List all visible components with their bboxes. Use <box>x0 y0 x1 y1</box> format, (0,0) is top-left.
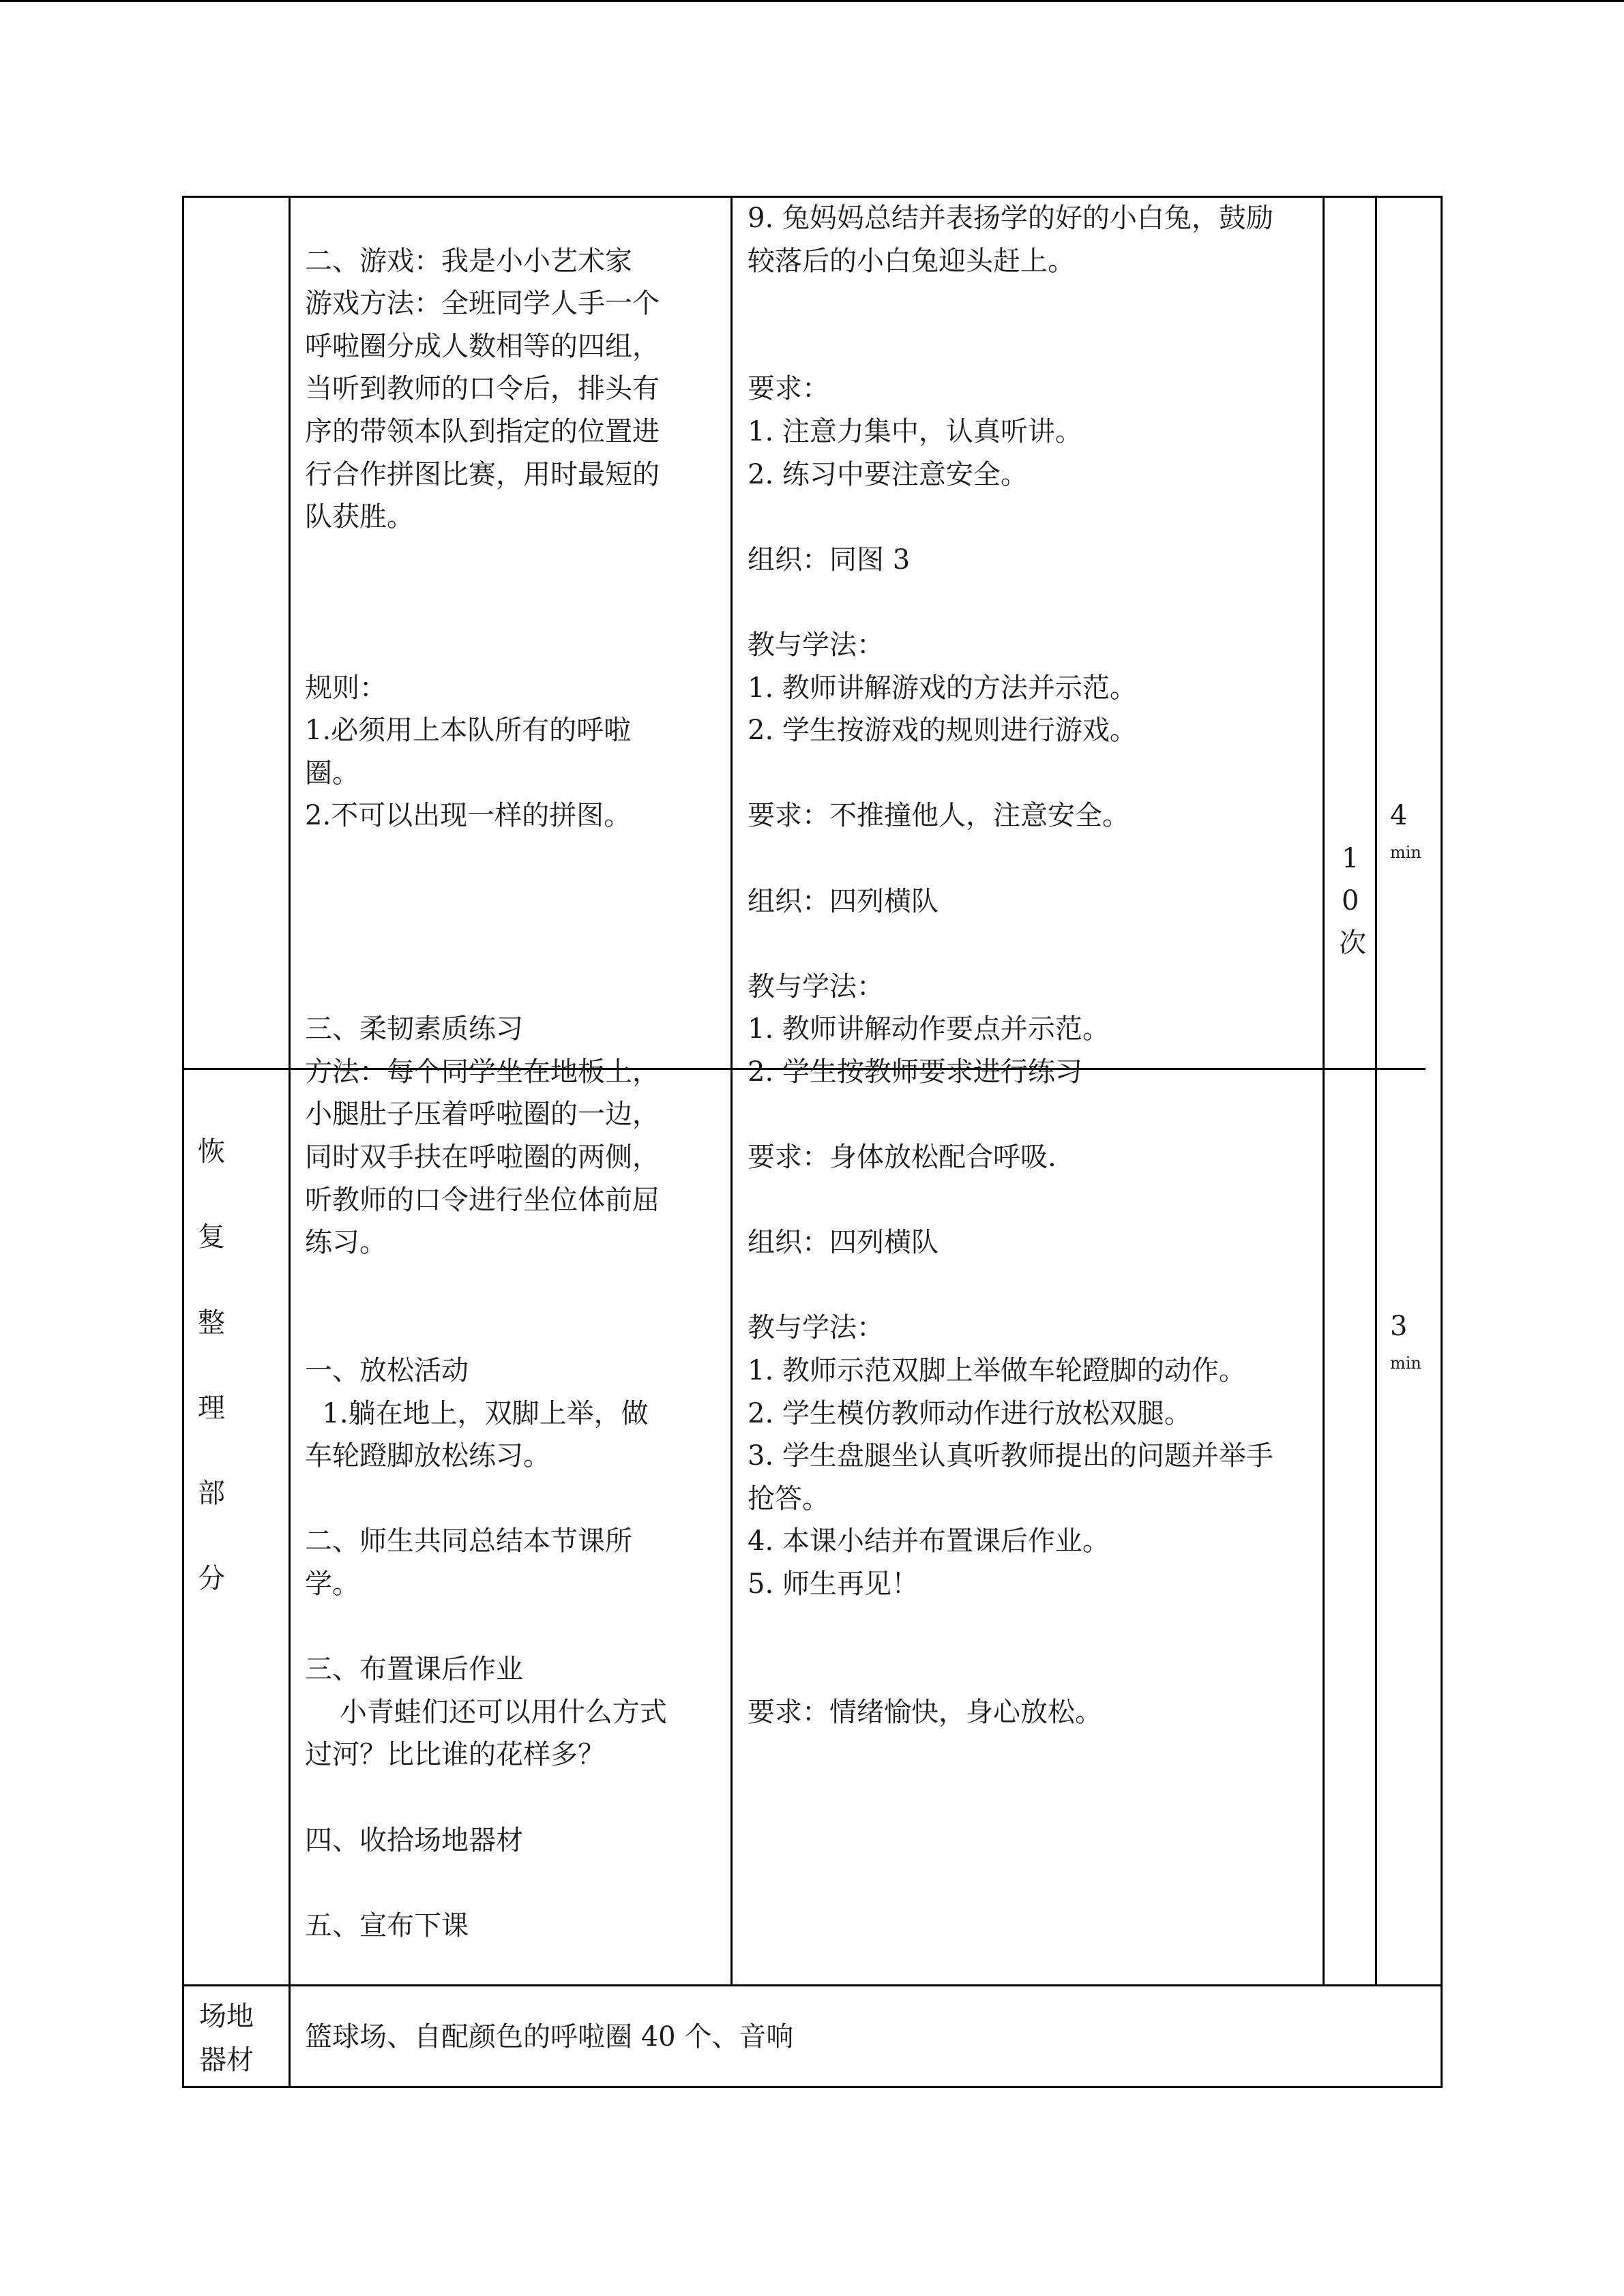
method-line: 组织：四列横队 <box>748 1227 939 1259</box>
method-line: 教与学法： <box>748 970 884 1002</box>
method-line: 5. 师生再见！ <box>748 1568 919 1600</box>
content-line: 方法：每个同学坐在地板上， <box>305 1056 660 1088</box>
content-line: 小青蛙们还可以用什么方式 <box>305 1696 667 1728</box>
label-column-divider <box>289 196 291 2088</box>
method-line: 组织：四列横队 <box>748 885 939 917</box>
content-line <box>305 1478 667 1521</box>
content-line: 练习。 <box>305 1227 387 1259</box>
method-line: 组织：同图 3 <box>748 543 911 576</box>
method-line: 1. 教师讲解游戏的方法并示范。 <box>748 672 1137 704</box>
content-column-divider <box>730 196 733 1986</box>
count-char: 0 <box>1342 885 1359 916</box>
method-line: 1. 注意力集中，认真听讲。 <box>748 415 1082 447</box>
content-line <box>305 966 667 1009</box>
count-char: 次 <box>1339 927 1366 959</box>
content-line: 三、柔韧素质练习 <box>305 1013 523 1045</box>
page-top-border <box>0 0 1624 2</box>
method-line: 1. 教师讲解动作要点并示范。 <box>748 1013 1110 1045</box>
content-line <box>305 1776 667 1819</box>
method-line: 2. 练习中要注意安全。 <box>748 458 1028 490</box>
content-line <box>305 581 667 624</box>
method-line <box>748 1093 1273 1136</box>
content-line <box>305 539 667 582</box>
section-label-char: 整 <box>198 1307 225 1339</box>
time-unit: min <box>1390 843 1421 862</box>
content-line <box>305 624 667 667</box>
table-left-border <box>182 196 184 2088</box>
content-line: 1.躺在地上，双脚上举，做 <box>305 1397 649 1429</box>
content-column <box>305 197 667 1947</box>
table-right-border <box>1441 196 1443 2088</box>
method-line <box>748 1606 1273 1649</box>
method-line <box>748 496 1273 539</box>
content-line: 四、收拾场地器材 <box>305 1824 523 1856</box>
method-line <box>748 282 1273 325</box>
method-line: 较落后的小白兔迎头赶上。 <box>748 245 1075 277</box>
method-line: 要求：情绪愉快，身心放松。 <box>748 1696 1102 1728</box>
method-line <box>748 752 1273 795</box>
content-line: 过河？比比谁的花样多？ <box>305 1739 605 1771</box>
content-line: 五、宣布下课 <box>305 1909 469 1941</box>
method-line <box>748 837 1273 880</box>
method-line: 要求：身体放松配合呼吸. <box>748 1142 1057 1174</box>
method-line: 1. 教师示范双脚上举做车轮蹬脚的动作。 <box>748 1355 1246 1387</box>
method-line <box>748 923 1273 966</box>
footer-separator-line <box>182 1984 1443 1986</box>
method-line: 抢答。 <box>748 1482 829 1515</box>
content-line: 呼啦圈分成人数相等的四组， <box>305 330 660 362</box>
content-line <box>305 1264 667 1307</box>
section-label-char: 理 <box>198 1392 225 1424</box>
content-line <box>305 837 667 880</box>
method-line: 教与学法： <box>748 629 884 661</box>
content-line: 小腿肚子压着呼啦圈的一边， <box>305 1099 660 1131</box>
footer-label-line: 器材 <box>199 2044 254 2076</box>
content-line: 二、师生共同总结本节课所 <box>305 1525 632 1557</box>
method-line: 4. 本课小结并布置课后作业。 <box>748 1525 1110 1557</box>
table-bottom-border <box>182 2086 1443 2088</box>
time-value: 4 <box>1390 800 1408 831</box>
content-line: 队获胜。 <box>305 501 414 533</box>
section-label-char: 分 <box>198 1563 225 1594</box>
footer-label-line: 场地 <box>199 2001 254 2032</box>
section-label-char: 复 <box>198 1221 225 1253</box>
method-column <box>748 197 1273 1733</box>
footer-value: 篮球场、自配颜色的呼啦圈 40 个、音响 <box>305 2021 794 2053</box>
method-line: 教与学法： <box>748 1312 884 1344</box>
method-line <box>748 325 1273 368</box>
content-line <box>305 923 667 966</box>
method-line: 3. 学生盘腿坐认真听教师提出的问题并举手 <box>748 1440 1273 1472</box>
content-line: 学。 <box>305 1568 359 1600</box>
method-line: 2. 学生模仿教师动作进行放松双腿。 <box>748 1397 1192 1429</box>
content-line: 一、放松活动 <box>305 1355 469 1387</box>
method-line <box>748 1264 1273 1307</box>
content-line: 序的带领本队到指定的位置进 <box>305 415 660 447</box>
content-line: 听教师的口令进行坐位体前屈 <box>305 1184 660 1216</box>
method-line <box>748 1179 1273 1222</box>
section-label-char: 恢 <box>198 1136 225 1167</box>
content-line <box>305 1606 667 1649</box>
time-value: 3 <box>1390 1311 1408 1342</box>
method-line: 2. 学生按教师要求进行练习 <box>748 1056 1082 1088</box>
count-column-divider <box>1375 196 1377 1986</box>
content-line: 行合作拼图比赛，用时最短的 <box>305 458 660 490</box>
content-line: 三、布置课后作业 <box>305 1654 523 1686</box>
content-line: 车轮蹬脚放松练习。 <box>305 1440 550 1472</box>
method-line: 要求： <box>748 373 829 405</box>
content-line: 二、游戏：我是小小艺术家 <box>305 245 632 277</box>
content-line <box>305 197 667 240</box>
content-line: 当听到教师的口令后，排头有 <box>305 373 660 405</box>
count-char: 1 <box>1342 843 1359 874</box>
method-column-divider <box>1323 196 1325 1986</box>
method-line <box>748 581 1273 624</box>
content-line <box>305 1862 667 1905</box>
content-line <box>305 1307 667 1350</box>
content-line: 同时双手扶在呼啦圈的两侧， <box>305 1142 660 1174</box>
content-line <box>305 880 667 923</box>
method-line: 2. 学生按游戏的规则进行游戏。 <box>748 715 1137 747</box>
method-line: 要求：不推撞他人，注意安全。 <box>748 800 1130 832</box>
method-line: 9. 兔妈妈总结并表扬学的好的小白兔，鼓励 <box>748 203 1273 234</box>
content-line: 1.必须用上本队所有的呼啦 <box>305 715 632 747</box>
content-line: 规则： <box>305 672 387 704</box>
content-line: 2.不可以出现一样的拼图。 <box>305 800 632 832</box>
content-line: 圈。 <box>305 757 359 789</box>
section-label-char: 部 <box>198 1478 225 1509</box>
time-unit: min <box>1390 1354 1421 1373</box>
method-line <box>748 1648 1273 1691</box>
content-line: 游戏方法：全班同学人手一个 <box>305 288 660 320</box>
